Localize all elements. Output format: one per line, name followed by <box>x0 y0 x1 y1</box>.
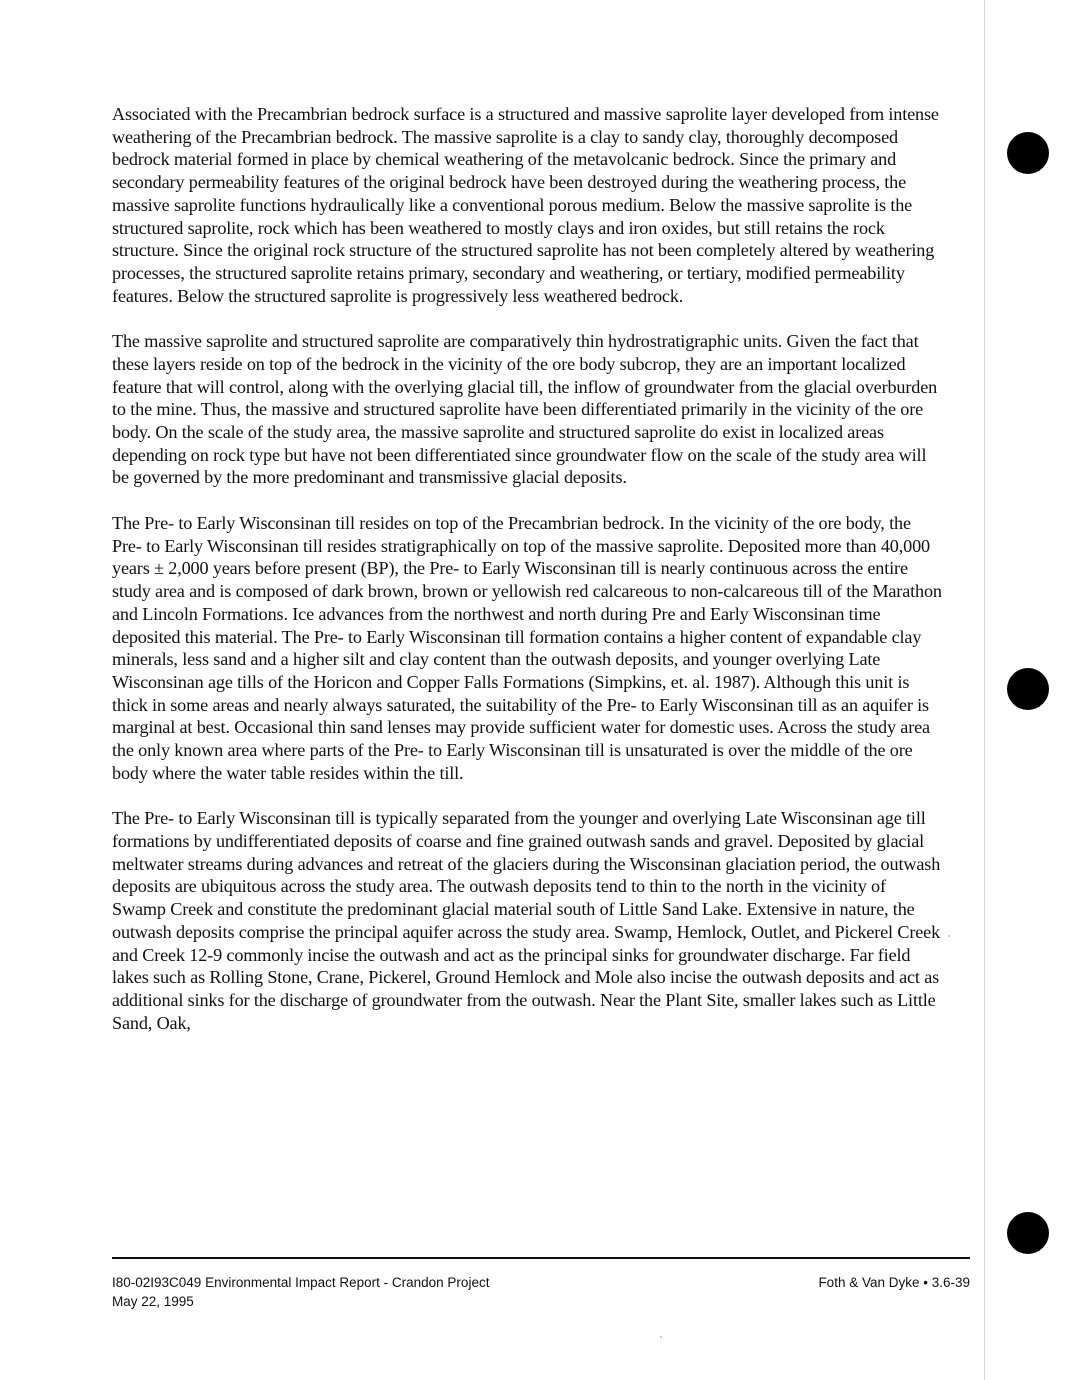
scan-speck <box>660 1336 662 1338</box>
page-edge-line <box>984 0 985 1380</box>
binder-hole-middle <box>1007 668 1049 710</box>
binder-hole-top <box>1007 132 1049 174</box>
binder-hole-bottom <box>1007 1212 1049 1254</box>
paragraph-early-wisconsinan-till: The Pre- to Early Wisconsinan till resides on top of the Precambrian bedrock. In the vicinity of the ore body, the Pre- to Early Wisconsinan till resides stratigraphically on top of the massive saprolite. Deposited more than 40,000 years ± 2,000 years before present (BP), the Pre- to Early Wisconsinan till is nearly continuous across the entire study area and is composed of dark brown, brown or yellowish red calcareous to non-calcareous till of the Marathon and Lincoln Formations. Ice advances from the northwest and north during Pre and Early Wisconsinan time deposited this material. The Pre- to Early Wisconsinan till formation contains a higher content of expandable clay minerals, less sand and a higher silt and clay content than the outwash deposits, and younger overlying Late Wisconsinan age tills of the Horicon and Copper Falls Formations (Simpkins, et. al. 1987). Although this unit is thick in some areas and nearly always saturated, the suitability of the Pre- to Early Wisconsinan till as an aquifer is marginal at best. Occasional thin sand lenses may provide sufficient water for domestic uses. Across the study area the only known area where parts of the Pre- to Early Wisconsinan till is unsaturated is over the middle of the ore body where the water table resides within the till. <box>112 513 942 783</box>
footer-date: May 22, 1995 <box>112 1294 194 1309</box>
document-body <box>112 103 944 1057</box>
paragraph-hydrostratigraphic-units: The massive saprolite and structured saprolite are comparatively thin hydrostratigraphic units. Given the fact that these layers reside on top of the bedrock in the vicinity of the ore body subcrop, they are an important localized feature that will control, along with the overlying glacial till, the inflow of groundwater from the glacial overburden to the mine. Thus, the massive and structured saprolite have been differentiated primarily in the vicinity of the ore body. On the scale of the study area, the massive saprolite and structured saprolite do exist in localized areas depending on rock type but have not been differentiated since groundwater flow on the scale of the study area will be governed by the more predominant and transmissive glacial deposits. <box>112 331 938 488</box>
footer-divider <box>112 1257 970 1259</box>
scan-speck <box>948 935 950 937</box>
footer-doc-title: I80-02I93C049 Environmental Impact Report - Crandon Project <box>112 1275 490 1290</box>
footer-page-ref: Foth & Van Dyke • 3.6-39 <box>818 1275 970 1290</box>
footer-left <box>112 1273 489 1311</box>
paragraph-saprolite: Associated with the Precambrian bedrock surface is a structured and massive saprolite layer developed from intense weathering of the Precambrian bedrock. The massive saprolite is a clay to sandy clay, thoroughly decomposed bedrock material formed in place by chemical weathering of the metavolcanic bedrock. Since the primary and secondary permeability features of the original bedrock have been destroyed during the weathering process, the massive saprolite functions hydraulically like a conventional porous medium. Below the massive saprolite is the structured saprolite, rock which has been weathered to mostly clays and iron oxides, but still retains the rock structure. Since the original rock structure of the structured saprolite has not been completely altered by weathering processes, the structured saprolite retains primary, secondary and weathering, or tertiary, modified permeability features. Below the structured saprolite is progressively less weathered bedrock. <box>112 104 939 306</box>
paragraph-outwash-deposits: The Pre- to Early Wisconsinan till is typically separated from the younger and overlying Late Wisconsinan age till formations by undifferentiated deposits of coarse and fine grained outwash sands and gravel. Deposited by glacial meltwater streams during advances and retreat of the glaciers during the Wisconsinan glaciation period, the outwash deposits are ubiquitous across the study area. The outwash deposits tend to thin to the north in the vicinity of Swamp Creek and constitute the predominant glacial material south of Little Sand Lake. Extensive in nature, the outwash deposits comprise the principal aquifer across the study area. Swamp, Hemlock, Outlet, and Pickerel Creek and Creek 12-9 commonly incise the outwash and act as the principal sinks for groundwater discharge. Far field lakes such as Rolling Stone, Crane, Pickerel, Ground Hemlock and Mole also incise the outwash deposits and act as additional sinks for the discharge of groundwater from the outwash. Near the Plant Site, smaller lakes such as Little Sand, Oak, <box>112 808 941 1033</box>
